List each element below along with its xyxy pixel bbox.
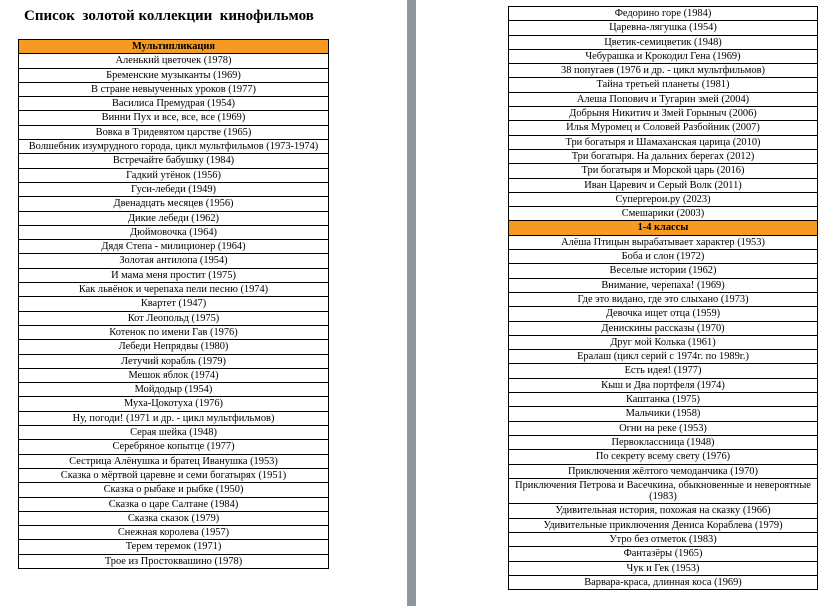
film-title: Сказка о царе Салтане (1984) xyxy=(19,497,329,511)
film-title: Смешарики (2003) xyxy=(509,207,818,221)
film-row xyxy=(19,140,329,154)
film-row xyxy=(19,497,329,511)
film-title: Друг мой Колька (1961) xyxy=(509,335,818,349)
film-row xyxy=(509,350,818,364)
film-title: Внимание, черепаха! (1969) xyxy=(509,278,818,292)
film-row xyxy=(19,268,329,282)
film-row xyxy=(509,364,818,378)
film-title: Сестрица Алёнушка и братец Иванушка (1953) xyxy=(19,454,329,468)
film-row xyxy=(19,168,329,182)
film-row xyxy=(19,454,329,468)
film-title: Мешок яблок (1974) xyxy=(19,368,329,382)
film-row xyxy=(19,540,329,554)
film-row xyxy=(509,478,818,504)
film-row xyxy=(509,378,818,392)
film-title: Волшебник изумрудного города, цикл мультфильмов (1973-1974) xyxy=(19,140,329,154)
film-row xyxy=(509,435,818,449)
film-row xyxy=(19,68,329,82)
film-title: Муха-Цокотуха (1976) xyxy=(19,397,329,411)
film-title: Удивительные приключения Дениса Кораблева (1979) xyxy=(509,518,818,532)
film-row xyxy=(509,107,818,121)
film-title: Квартет (1947) xyxy=(19,297,329,311)
film-row xyxy=(19,225,329,239)
film-title: Бременские музыканты (1969) xyxy=(19,68,329,82)
section-header-row xyxy=(19,40,329,54)
film-title: Дюймовочка (1964) xyxy=(19,225,329,239)
film-row xyxy=(509,407,818,421)
film-row xyxy=(19,297,329,311)
film-title: Тайна третьей планеты (1981) xyxy=(509,78,818,92)
film-row xyxy=(509,450,818,464)
film-title: Снежная королева (1957) xyxy=(19,526,329,540)
film-row xyxy=(509,264,818,278)
film-title: Ну, погоди! (1971 и др. - цикл мультфильмов) xyxy=(19,411,329,425)
film-title: Три богатыря. На дальних берегах (2012) xyxy=(509,149,818,163)
section-header: Мультипликация xyxy=(19,40,329,54)
film-title: Вовка в Тридевятом царстве (1965) xyxy=(19,125,329,139)
film-row xyxy=(509,35,818,49)
document-title: Список золотой коллекции кинофильмов xyxy=(24,8,314,24)
film-title: Дядя Степа - милиционер (1964) xyxy=(19,240,329,254)
film-row xyxy=(19,197,329,211)
film-row xyxy=(509,504,818,518)
page-divider xyxy=(407,0,416,606)
film-title: Веселые истории (1962) xyxy=(509,264,818,278)
film-row xyxy=(509,64,818,78)
film-title: Винни Пух и все, все, все (1969) xyxy=(19,111,329,125)
film-row xyxy=(509,7,818,21)
film-title: Летучий корабль (1979) xyxy=(19,354,329,368)
film-title: Приключения жёлтого чемоданчика (1970) xyxy=(509,464,818,478)
film-row xyxy=(19,82,329,96)
film-row xyxy=(509,575,818,589)
film-title: Боба и слон (1972) xyxy=(509,250,818,264)
film-row xyxy=(19,97,329,111)
film-title: Кот Леопольд (1975) xyxy=(19,311,329,325)
film-row xyxy=(509,278,818,292)
film-row xyxy=(19,554,329,568)
film-title: Чук и Гек (1953) xyxy=(509,561,818,575)
film-row xyxy=(509,149,818,163)
film-row xyxy=(19,526,329,540)
film-title: Фантазёры (1965) xyxy=(509,547,818,561)
film-title: Денискины рассказы (1970) xyxy=(509,321,818,335)
film-row xyxy=(509,464,818,478)
film-title: Двенадцать месяцев (1956) xyxy=(19,197,329,211)
film-title: Огни на реке (1953) xyxy=(509,421,818,435)
film-title: Цветик-семицветик (1948) xyxy=(509,35,818,49)
film-row xyxy=(509,192,818,206)
film-row xyxy=(509,207,818,221)
film-title: Девочка ищет отца (1959) xyxy=(509,307,818,321)
film-title: Аленький цветочек (1978) xyxy=(19,54,329,68)
film-title: Царевна-лягушка (1954) xyxy=(509,21,818,35)
film-title: Сказка сказок (1979) xyxy=(19,511,329,525)
film-row xyxy=(509,393,818,407)
film-row xyxy=(19,468,329,482)
film-title: Терем теремок (1971) xyxy=(19,540,329,554)
film-title: Каштанка (1975) xyxy=(509,393,818,407)
film-row xyxy=(509,78,818,92)
film-row xyxy=(509,421,818,435)
film-row xyxy=(509,92,818,106)
film-row xyxy=(509,547,818,561)
section-header-row xyxy=(509,221,818,235)
film-title: Дикие лебеди (1962) xyxy=(19,211,329,225)
film-title: Первоклассница (1948) xyxy=(509,435,818,449)
film-title: Как львёнок и черепаха пели песню (1974) xyxy=(19,283,329,297)
film-title: По секрету всему свету (1976) xyxy=(509,450,818,464)
film-title: Где это видано, где это слыхано (1973) xyxy=(509,292,818,306)
film-row xyxy=(19,311,329,325)
film-row xyxy=(19,125,329,139)
film-row xyxy=(19,383,329,397)
film-title: Лебеди Непрядвы (1980) xyxy=(19,340,329,354)
film-row xyxy=(19,426,329,440)
film-row xyxy=(19,154,329,168)
film-title: Федорино горе (1984) xyxy=(509,7,818,21)
film-title: Мальчики (1958) xyxy=(509,407,818,421)
film-title: Илья Муромец и Соловей Разбойник (2007) xyxy=(509,121,818,135)
film-title: Гуси-лебеди (1949) xyxy=(19,182,329,196)
film-title: Удивительная история, похожая на сказку (1966) xyxy=(509,504,818,518)
film-row xyxy=(19,440,329,454)
film-row xyxy=(19,340,329,354)
film-row xyxy=(509,561,818,575)
film-title: Три богатыря и Шамаханская царица (2010) xyxy=(509,135,818,149)
film-row xyxy=(19,368,329,382)
film-title: Ералаш (цикл серий с 1974г. по 1989г.) xyxy=(509,350,818,364)
film-row xyxy=(509,321,818,335)
film-row xyxy=(509,292,818,306)
film-title: Встречайте бабушку (1984) xyxy=(19,154,329,168)
film-row xyxy=(509,307,818,321)
film-title: Добрыня Никитич и Змей Горыныч (2006) xyxy=(509,107,818,121)
film-title: Чебурашка и Крокодил Гена (1969) xyxy=(509,49,818,63)
film-table-right xyxy=(508,6,818,590)
film-title: Три богатыря и Морской царь (2016) xyxy=(509,164,818,178)
film-title: Супергерои.ру (2023) xyxy=(509,192,818,206)
film-row xyxy=(19,411,329,425)
film-row xyxy=(19,354,329,368)
film-title: 38 попугаев (1976 и др. - цикл мультфильмов) xyxy=(509,64,818,78)
film-title: Серебряное копытце (1977) xyxy=(19,440,329,454)
film-row xyxy=(19,511,329,525)
film-table-left xyxy=(18,39,329,569)
film-row xyxy=(19,483,329,497)
film-title: Алёша Птицын вырабатывает характер (1953) xyxy=(509,235,818,249)
film-title: И мама меня простит (1975) xyxy=(19,268,329,282)
film-row xyxy=(509,178,818,192)
film-title: Сказка о мёртвой царевне и семи богатырях (1951) xyxy=(19,468,329,482)
film-row xyxy=(19,54,329,68)
film-row xyxy=(509,335,818,349)
film-title: Варвара-краса, длинная коса (1969) xyxy=(509,575,818,589)
section-header: 1-4 классы xyxy=(509,221,818,235)
film-title: Есть идея! (1977) xyxy=(509,364,818,378)
film-title: В стране невыученных уроков (1977) xyxy=(19,82,329,96)
film-row xyxy=(509,532,818,546)
film-title: Серая шейка (1948) xyxy=(19,426,329,440)
film-row xyxy=(509,135,818,149)
film-row xyxy=(19,111,329,125)
film-title: Сказка о рыбаке и рыбке (1950) xyxy=(19,483,329,497)
film-row xyxy=(509,21,818,35)
film-row xyxy=(509,250,818,264)
film-title: Золотая антилопа (1954) xyxy=(19,254,329,268)
film-row xyxy=(509,121,818,135)
film-title: Трое из Простоквашино (1978) xyxy=(19,554,329,568)
film-title: Утро без отметок (1983) xyxy=(509,532,818,546)
film-title: Котенок по имени Гав (1976) xyxy=(19,325,329,339)
film-row xyxy=(19,182,329,196)
film-title: Василиса Премудрая (1954) xyxy=(19,97,329,111)
film-title: Кыш и Два портфеля (1974) xyxy=(509,378,818,392)
film-row xyxy=(509,164,818,178)
film-row xyxy=(19,283,329,297)
film-title: Приключения Петрова и Васечкина, обыкновенные и невероятные (1983) xyxy=(509,478,818,504)
film-title: Мойдодыр (1954) xyxy=(19,383,329,397)
film-title: Гадкий утёнок (1956) xyxy=(19,168,329,182)
film-title: Иван Царевич и Серый Волк (2011) xyxy=(509,178,818,192)
film-row xyxy=(19,397,329,411)
film-row xyxy=(19,240,329,254)
film-title: Алеша Попович и Тугарин змей (2004) xyxy=(509,92,818,106)
film-row xyxy=(19,325,329,339)
film-row xyxy=(509,235,818,249)
film-row xyxy=(509,49,818,63)
film-row xyxy=(509,518,818,532)
film-row xyxy=(19,254,329,268)
film-row xyxy=(19,211,329,225)
